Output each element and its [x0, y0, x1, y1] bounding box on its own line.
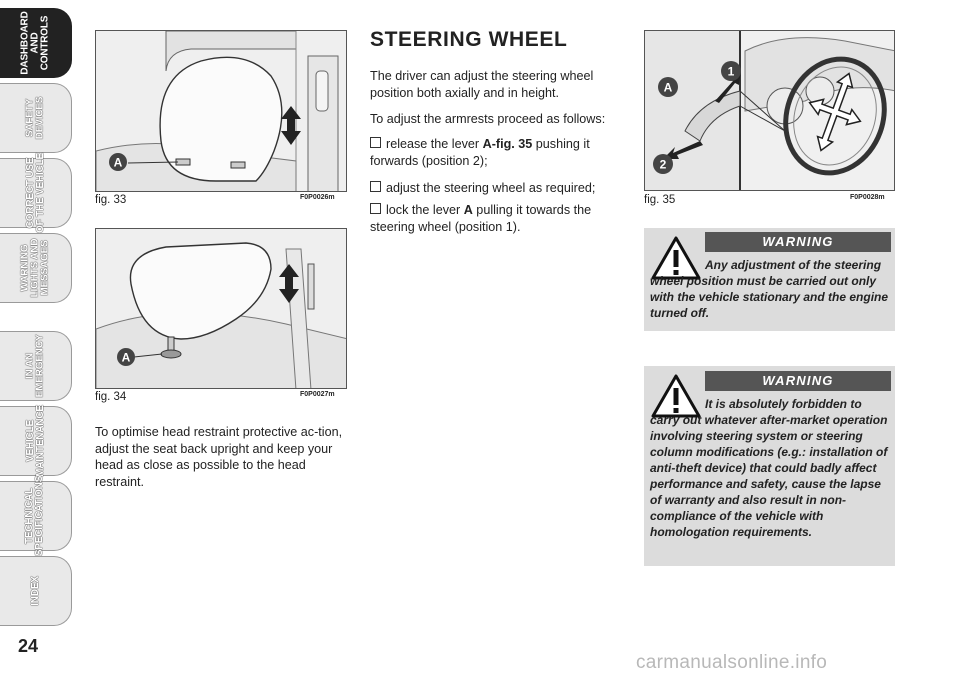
tab-warning-lights[interactable]: WARNING LIGHTS AND MESSAGES	[0, 233, 72, 303]
fig33-code: F0P0026m	[300, 194, 335, 201]
warning-1-text: Any adjustment of the steering wheel position must be carried out only with the vehicle stationary and the engine turned off.	[650, 258, 889, 320]
figure-33-illustration	[95, 30, 347, 192]
step-1: release the lever A-fig. 35 pushing it forwards (position 2);	[370, 137, 590, 168]
section-title: STEERING WHEEL	[370, 28, 568, 51]
fig35-code: F0P0028m	[850, 194, 885, 201]
headrestraint-illustration-33	[96, 31, 347, 192]
tab-vehicle-maintenance[interactable]: VEHICLE MAINTENANCE	[0, 406, 72, 476]
section-lead: To adjust the armrests proceed as follows:	[370, 112, 606, 126]
tab-correct-use[interactable]: CORRECT USE OF THE VEHICLE	[0, 158, 72, 228]
figure-34-illustration	[95, 228, 347, 389]
fig35-label: fig. 35	[644, 194, 676, 206]
fig34-callout-a: A	[121, 350, 131, 365]
figure-35-illustration	[644, 30, 895, 191]
checkbox-bullet-icon	[370, 203, 381, 214]
tab-dashboard-and-controls[interactable]: DASHBOARD AND CONTROLS	[0, 8, 72, 78]
fig33-callout-a: A	[113, 155, 123, 170]
tab-technical-specifications[interactable]: TECHNICAL SPECIFICATIONS	[0, 481, 72, 551]
headrestraint-advice-text: To optimise head restraint protective ac-tion, adjust the seat back upright and keep your head as close as possible to the head restraint.	[95, 425, 343, 489]
steering-wheel-illustration	[645, 31, 895, 191]
tab-safety-devices[interactable]: SAFETY DEVICES	[0, 83, 72, 153]
section-intro: The driver can adjust the steering wheel position both axially and in height.	[370, 69, 594, 100]
fig35-callout-1: 1	[727, 64, 735, 79]
headrestraint-illustration-34	[96, 229, 347, 389]
watermark-text: carmanualsonline.info	[636, 652, 828, 673]
checkbox-bullet-icon	[370, 137, 381, 148]
warning-2-text: It is absolutely forbidden to carry out whatever after-market operation involving steering system or steering column modifications (e.g.: installation of anti-theft device) that could badly affect performance and safety, cause the lapse of warranty and also result in non-compliance of the vehicle with homologation requirements.	[650, 397, 888, 539]
step-2: adjust the steering wheel as required;	[370, 180, 625, 197]
checkbox-bullet-icon	[370, 181, 381, 192]
warning-2-title: WARNING	[705, 371, 891, 391]
tab-index[interactable]: INDEX	[0, 556, 72, 626]
chapter-sidebar	[0, 0, 76, 677]
tab-in-an-emergency[interactable]: IN AN EMERGENCY	[0, 331, 72, 401]
warning-1-title: WARNING	[705, 232, 891, 252]
fig34-code: F0P0027m	[300, 391, 335, 398]
step-3: lock the lever A pulling it towards the steering wheel (position 1).	[370, 203, 592, 234]
fig35-callout-2: 2	[659, 157, 667, 172]
fig34-label: fig. 34	[95, 391, 127, 403]
page-number: 24	[18, 636, 39, 656]
fig33-label: fig. 33	[95, 194, 127, 206]
fig35-callout-a: A	[663, 80, 673, 95]
